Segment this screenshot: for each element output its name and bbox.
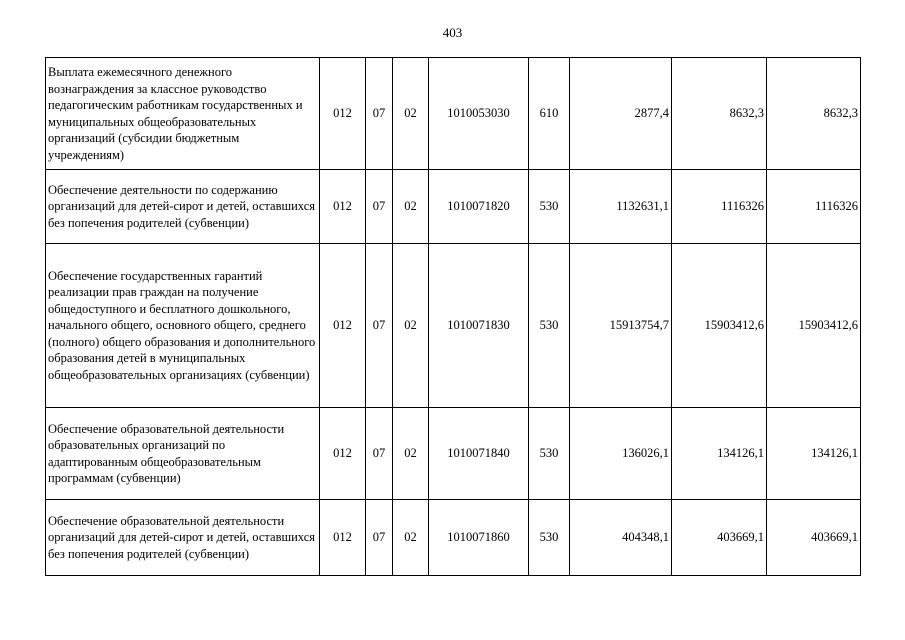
target-item-cell: 1010053030 (429, 58, 529, 170)
amount-cell-1: 136026,1 (570, 408, 672, 500)
section-code-cell: 07 (366, 58, 393, 170)
expense-type-cell: 610 (529, 58, 570, 170)
amount-cell-2: 8632,3 (672, 58, 767, 170)
amount-cell-3: 15903412,6 (767, 244, 861, 408)
amount-cell-3: 403669,1 (767, 500, 861, 576)
subsection-code-cell: 02 (393, 500, 429, 576)
amount-cell-3: 8632,3 (767, 58, 861, 170)
expense-name-cell: Обеспечение государственных гарантий реализации прав граждан на получение общедоступного и бесплатного дошкольного, начального общего, основного общего, среднего (полного) общего образования и дополнительного образования детей в муниципальных общеобразовательных организациях (субвенции) (46, 244, 320, 408)
target-item-cell: 1010071830 (429, 244, 529, 408)
ministry-code-cell: 012 (320, 58, 366, 170)
expense-type-cell: 530 (529, 244, 570, 408)
budget-table (45, 57, 861, 576)
section-code-cell: 07 (366, 408, 393, 500)
ministry-code-cell: 012 (320, 244, 366, 408)
ministry-code-cell: 012 (320, 170, 366, 244)
expense-name-cell: Обеспечение деятельности по содержанию организаций для детей-сирот и детей, оставшихся без попечения родителей (субвенции) (46, 170, 320, 244)
amount-cell-3: 1116326 (767, 170, 861, 244)
section-code-cell: 07 (366, 500, 393, 576)
ministry-code-cell: 012 (320, 500, 366, 576)
expense-name-cell: Выплата ежемесячного денежного вознаграждения за классное руководство педагогическим работникам государственных и муниципальных общеобразовательных организаций (субсидии бюджетным учреждениям) (46, 58, 320, 170)
expense-name-cell: Обеспечение образовательной деятельности образовательных организаций по адаптированным общеобразовательным программам (субвенции) (46, 408, 320, 500)
amount-cell-1: 2877,4 (570, 58, 672, 170)
ministry-code-cell: 012 (320, 408, 366, 500)
target-item-cell: 1010071820 (429, 170, 529, 244)
amount-cell-3: 134126,1 (767, 408, 861, 500)
amount-cell-1: 15913754,7 (570, 244, 672, 408)
target-item-cell: 1010071860 (429, 500, 529, 576)
subsection-code-cell: 02 (393, 170, 429, 244)
expense-name-cell: Обеспечение образовательной деятельности организаций для детей-сирот и детей, оставшихся без попечения родителей (субвенции) (46, 500, 320, 576)
table-row (46, 58, 861, 170)
amount-cell-2: 403669,1 (672, 500, 767, 576)
subsection-code-cell: 02 (393, 244, 429, 408)
page-number: 403 (442, 25, 463, 40)
expense-type-cell: 530 (529, 170, 570, 244)
subsection-code-cell: 02 (393, 58, 429, 170)
amount-cell-2: 134126,1 (672, 408, 767, 500)
target-item-cell: 1010071840 (429, 408, 529, 500)
expense-type-cell: 530 (529, 408, 570, 500)
amount-cell-1: 1132631,1 (570, 170, 672, 244)
table-row (46, 244, 861, 408)
table-row (46, 408, 861, 500)
section-code-cell: 07 (366, 244, 393, 408)
table-row (46, 170, 861, 244)
section-code-cell: 07 (366, 170, 393, 244)
subsection-code-cell: 02 (393, 408, 429, 500)
table-row (46, 500, 861, 576)
amount-cell-2: 1116326 (672, 170, 767, 244)
expense-type-cell: 530 (529, 500, 570, 576)
amount-cell-2: 15903412,6 (672, 244, 767, 408)
amount-cell-1: 404348,1 (570, 500, 672, 576)
